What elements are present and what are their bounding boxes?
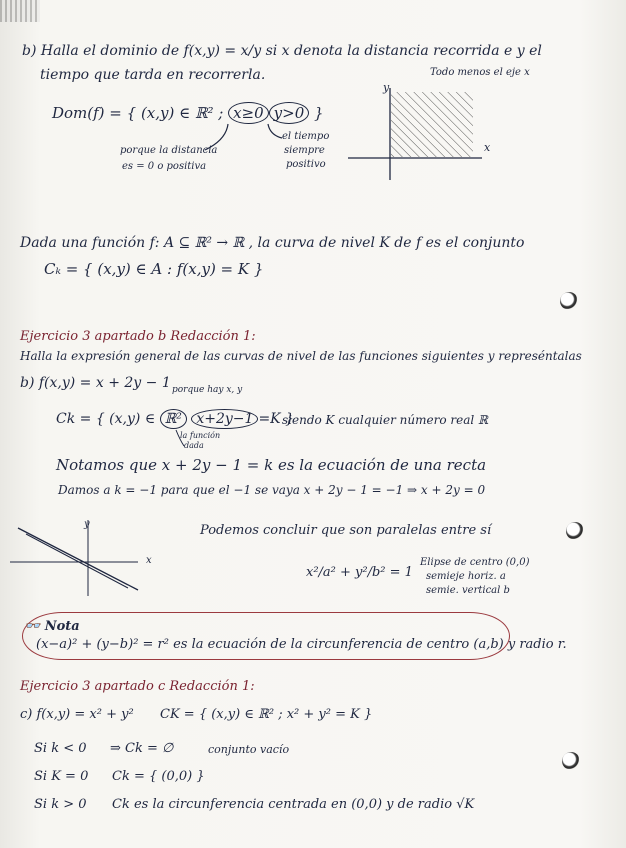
- ck-sub-note-line2: dada: [184, 441, 204, 450]
- ck-formula-end: =K }: [258, 411, 294, 427]
- graph1-domain-sketch: [342, 80, 492, 190]
- definition-line2: Cₖ = { (x,y) ∈ A : f(x,y) = K }: [44, 260, 264, 278]
- nota-label: [24, 620, 80, 633]
- punch-hole: [566, 522, 584, 540]
- graph2-x-label: x: [146, 555, 152, 566]
- exercise-3b-title: Ejercicio 3 apartado b Redacción 1:: [20, 329, 256, 344]
- porque-note: porque hay x, y: [172, 385, 243, 395]
- case1-condition: Si k < 0: [34, 741, 87, 756]
- exercise-b-title-line2: tiempo que tarda en recorrerla.: [40, 67, 266, 83]
- note-left-line2: es = 0 o positiva: [122, 161, 207, 172]
- ellipse-equation: x²/a² + y²/b² = 1: [306, 565, 413, 580]
- graph1-x-label: x: [484, 141, 491, 154]
- exercise-b-title-line1: b) Halla el dominio de f(x,y) = x/y si x denota la distancia recorrida e y el: [22, 43, 542, 59]
- notamos-line: Notamos que x + 2y − 1 = k es la ecuación de una recta: [56, 456, 487, 474]
- ellipse-note-line2: semieje horiz. a: [426, 571, 506, 582]
- domain-y-condition: y>0: [269, 102, 310, 124]
- damos-line: Damos a k = −1 para que el −1 se vaya x + 2y − 1 = −1 ⇒ x + 2y = 0: [58, 483, 486, 497]
- case3-condition: Si k > 0: [34, 797, 87, 812]
- ck-formula-start: Ck = { (x,y) ∈: [56, 411, 156, 427]
- punch-hole: [560, 292, 578, 310]
- domain-x-condition: x≥0: [228, 102, 269, 124]
- case2-result: Ck = { (0,0) }: [112, 769, 205, 784]
- graph1-y-label: y: [383, 81, 390, 94]
- glasses-icon: 👓: [24, 619, 41, 634]
- note-left-line1: porque la distancia: [120, 145, 218, 156]
- ck-sub-note-line1: la función: [180, 431, 221, 440]
- exercise-3c-title: Ejercicio 3 apartado c Redacción 1:: [20, 679, 255, 694]
- podemos-line: Podemos concluir que son paralelas entre sí: [200, 523, 492, 538]
- nota-box: [22, 612, 510, 660]
- definition-line1: Dada una función f: A ⊆ ℝ² → ℝ , la curva de nivel K de f es el conjunto: [20, 235, 525, 251]
- domain-formula-end: }: [314, 104, 324, 122]
- ellipse-note-line1: Elipse de centro (0,0): [420, 557, 530, 568]
- ck-r2-circled: ℝ²: [160, 409, 187, 429]
- nota-text: (x−a)² + (y−b)² = r² es la ecuación de la circunferencia de centro (a,b) y radio r.: [36, 637, 567, 652]
- note-right-line2: siempre: [284, 145, 325, 156]
- domain-formula-start: Dom(f) = { (x,y) ∈ ℝ² ;: [52, 104, 224, 122]
- function-b: b) f(x,y) = x + 2y − 1: [20, 375, 171, 391]
- graph1-top-note: Todo menos el eje x: [430, 67, 530, 78]
- ck-formula: [56, 412, 294, 426]
- note-right-line3: positivo: [286, 159, 326, 170]
- function-c: c) f(x,y) = x² + y²: [20, 707, 134, 722]
- graph2-y-label: y: [84, 519, 90, 530]
- case1-result: ⇒ Ck = ∅: [110, 741, 174, 756]
- case2-condition: Si K = 0: [34, 769, 89, 784]
- exercise-3b-statement: Halla la expresión general de las curvas de nivel de las funciones siguientes y represéntalas: [20, 349, 582, 363]
- note-right-line1: el tiempo: [282, 131, 330, 142]
- c-ck-formula: CK = { (x,y) ∈ ℝ² ; x² + y² = K }: [160, 707, 373, 722]
- case1-note: conjunto vacío: [208, 743, 290, 756]
- ck-rest-text: siendo K cualquier número real ℝ: [282, 413, 488, 427]
- punch-hole: [562, 752, 580, 770]
- nota-label-text: Nota: [44, 619, 80, 634]
- ck-equation-circled: x+2y−1: [191, 409, 258, 429]
- ellipse-note-line3: semie. vertical b: [426, 585, 510, 596]
- case3-result: Ck es la circunferencia centrada en (0,0) y de radio √K: [112, 797, 475, 812]
- graph2-lines-sketch: [8, 518, 168, 598]
